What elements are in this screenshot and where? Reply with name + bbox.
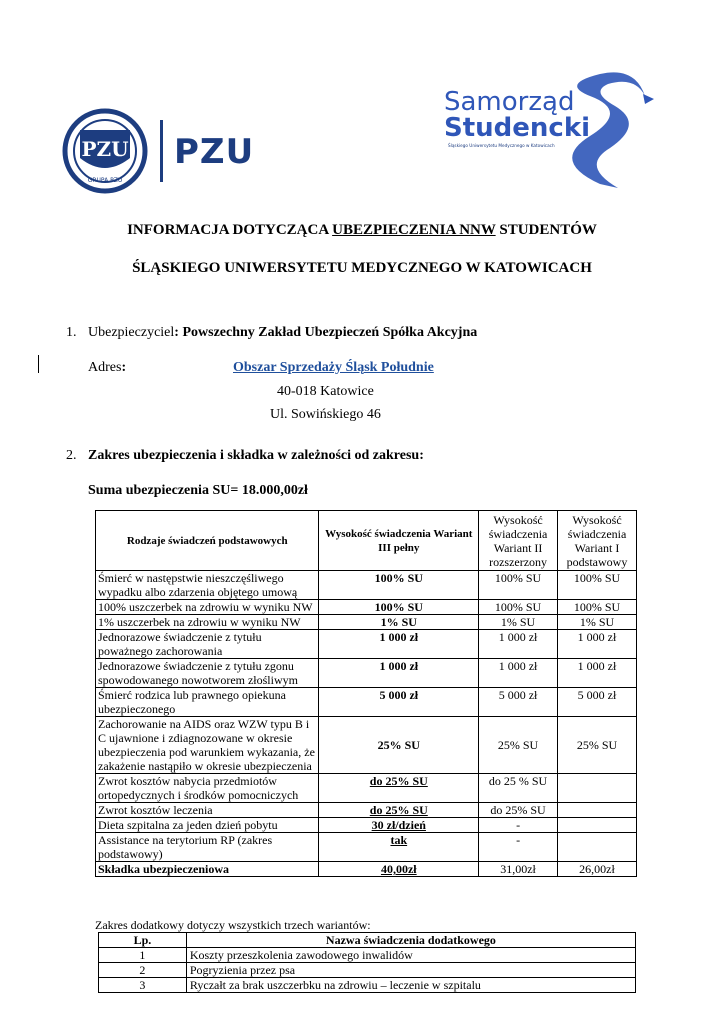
benefit-name: Zwrot kosztów leczenia bbox=[96, 803, 319, 818]
benefits-table bbox=[95, 510, 637, 877]
extra-lp: 3 bbox=[99, 978, 187, 993]
extra-name: Ryczałt za brak uszczerbku na zdrowiu – leczenie w szpitalu bbox=[186, 978, 635, 993]
variant-2-value: 100% SU bbox=[479, 600, 558, 615]
variant-1-value: 5 000 zł bbox=[558, 688, 637, 717]
premium-label: Składka ubezpieczeniowa bbox=[96, 862, 319, 877]
benefit-name: Dieta szpitalna za jeden dzień pobytu bbox=[96, 818, 319, 833]
header-benefit-type: Rodzaje świadczeń podstawowych bbox=[96, 511, 319, 571]
benefit-name: Śmierć w następstwie nieszczęśliwego wypadku albo zdarzenia objętego umową bbox=[96, 571, 319, 600]
pzu-logo-divider bbox=[160, 120, 163, 182]
pzu-emblem-text: PZU bbox=[81, 137, 129, 161]
header-variant-3: Wysokość świadczenia Wariant III pełny bbox=[319, 511, 479, 571]
table-row bbox=[96, 688, 637, 717]
pzu-emblem-ring-text: GRUPA PZU bbox=[87, 177, 123, 184]
variant-3-value: 30 zł/dzień bbox=[319, 818, 479, 833]
variant-1-value: 1% SU bbox=[558, 615, 637, 630]
variant-2-value: 1 000 zł bbox=[479, 659, 558, 688]
samorzad-line1: Samorząd bbox=[444, 87, 575, 117]
variant-2-value: - bbox=[479, 818, 558, 833]
benefit-name: Jednorazowe świadczenie z tytułu poważnego zachorowania bbox=[96, 630, 319, 659]
variant-1-value bbox=[558, 803, 637, 818]
section1-number: 1. bbox=[66, 325, 77, 340]
variant-2-value: 5 000 zł bbox=[479, 688, 558, 717]
variant-1-value: 1 000 zł bbox=[558, 659, 637, 688]
variant-1-value bbox=[558, 818, 637, 833]
extra-benefits-table bbox=[98, 932, 636, 993]
table-row bbox=[96, 571, 637, 600]
title-line1-post: STUDENTÓW bbox=[495, 222, 597, 238]
address-label: Adres bbox=[88, 360, 122, 375]
variant-2-value: 1 000 zł bbox=[479, 630, 558, 659]
table-row bbox=[99, 948, 636, 963]
variant-3-value: 100% SU bbox=[319, 571, 479, 600]
premium-variant-1: 26,00zł bbox=[558, 862, 637, 877]
variant-1-value: 25% SU bbox=[558, 717, 637, 774]
benefit-name: Śmierć rodzica lub prawnego opiekuna ubezpieczonego bbox=[96, 688, 319, 717]
extra-lp: 2 bbox=[99, 963, 187, 978]
variant-2-value: 100% SU bbox=[479, 571, 558, 600]
samorzad-subtitle: Śląskiego Uniwersytetu Medycznego w Katowicach bbox=[448, 143, 555, 148]
header-extra-name: Nazwa świadczenia dodatkowego bbox=[186, 933, 635, 948]
variant-3-value: tak bbox=[319, 833, 479, 862]
variant-3-value: 5 000 zł bbox=[319, 688, 479, 717]
table-row bbox=[96, 659, 637, 688]
document-title-line1 bbox=[0, 222, 724, 239]
variant-3-value: do 25% SU bbox=[319, 774, 479, 803]
variant-3-value: 100% SU bbox=[319, 600, 479, 615]
title-line1-underlined: UBEZPIECZENIA NNW bbox=[332, 222, 496, 238]
variant-1-value: 1 000 zł bbox=[558, 630, 637, 659]
text-cursor-marker bbox=[38, 355, 39, 373]
benefits-header-row bbox=[96, 511, 637, 571]
variant-1-value: 100% SU bbox=[558, 600, 637, 615]
table-row bbox=[96, 630, 637, 659]
table-row bbox=[96, 803, 637, 818]
benefit-name: Jednorazowe świadczenie z tytułu zgonu spowodowanego nowotworem złośliwym bbox=[96, 659, 319, 688]
address-label-wrap bbox=[88, 360, 126, 376]
insurer-label: Ubezpieczyciel bbox=[88, 325, 175, 340]
section2-heading: Zakres ubezpieczenia i składka w zależności od zakresu: bbox=[88, 448, 424, 463]
variant-2-value: - bbox=[479, 833, 558, 862]
premium-variant-2: 31,00zł bbox=[479, 862, 558, 877]
premium-variant-3: 40,00zł bbox=[319, 862, 479, 877]
table-row bbox=[96, 615, 637, 630]
extra-name: Koszty przeszkolenia zawodowego inwalidów bbox=[186, 948, 635, 963]
table-row bbox=[99, 978, 636, 993]
variant-1-value: 100% SU bbox=[558, 571, 637, 600]
extra-name: Pogryzienia przez psa bbox=[186, 963, 635, 978]
section2-number: 2. bbox=[66, 448, 77, 463]
title-line1-pre: INFORMACJA DOTYCZĄCA bbox=[127, 222, 333, 238]
benefit-name: 1% uszczerbek na zdrowiu w wyniku NW bbox=[96, 615, 319, 630]
benefit-name: Zachorowanie na AIDS oraz WZW typu B i C ujawnione i zdiagnozowane w okresie ubezpieczenia pod warunkiem wykazania, że zakażenie nastąpiło w okresie ubezpieczenia bbox=[96, 717, 319, 774]
variant-2-value: 1% SU bbox=[479, 615, 558, 630]
variant-3-value: 1 000 zł bbox=[319, 630, 479, 659]
samorzad-line2: Studencki bbox=[444, 113, 591, 143]
table-row bbox=[96, 774, 637, 803]
variant-2-value: do 25% SU bbox=[479, 803, 558, 818]
variant-1-value bbox=[558, 774, 637, 803]
header-variant-1: Wysokość świadczenia Wariant I podstawowy bbox=[558, 511, 637, 571]
benefit-name: Assistance na terytorium RP (zakres podstawowy) bbox=[96, 833, 319, 862]
variant-3-value: 25% SU bbox=[319, 717, 479, 774]
table-row bbox=[99, 963, 636, 978]
pzu-wordmark: PZU bbox=[174, 132, 255, 172]
table-row bbox=[96, 818, 637, 833]
address-street: Ul. Sowińskiego 46 bbox=[270, 407, 381, 422]
extra-scope-caption: Zakres dodatkowy dotyczy wszystkich trzech wariantów: bbox=[95, 918, 371, 932]
variant-3-value: do 25% SU bbox=[319, 803, 479, 818]
variant-3-value: 1% SU bbox=[319, 615, 479, 630]
samorzad-studencki-logo bbox=[440, 66, 660, 196]
benefit-name: 100% uszczerbek na zdrowiu w wyniku NW bbox=[96, 600, 319, 615]
extra-header-row bbox=[99, 933, 636, 948]
address-colon: : bbox=[121, 360, 127, 375]
table-row bbox=[96, 833, 637, 862]
variant-3-value: 1 000 zł bbox=[319, 659, 479, 688]
premium-row bbox=[96, 862, 637, 877]
benefit-name: Zwrot kosztów nabycia przedmiotów ortopedycznych i środków pomocniczych bbox=[96, 774, 319, 803]
document-title-line2: ŚLĄSKIEGO UNIWERSYTETU MEDYCZNEGO W KATOWICACH bbox=[132, 260, 592, 276]
extra-lp: 1 bbox=[99, 948, 187, 963]
address-postal: 40-018 Katowice bbox=[277, 384, 374, 399]
insurer-name: Powszechny Zakład Ubezpieczeń Spółka Akcyjna bbox=[182, 325, 478, 340]
header-lp: Lp. bbox=[99, 933, 187, 948]
sum-insured: Suma ubezpieczenia SU= 18.000,00zł bbox=[88, 483, 308, 498]
variant-2-value: do 25 % SU bbox=[479, 774, 558, 803]
address-link[interactable]: Obszar Sprzedaży Śląsk Południe bbox=[233, 360, 434, 375]
header-variant-2: Wysokość świadczenia Wariant II rozszerzony bbox=[479, 511, 558, 571]
variant-2-value: 25% SU bbox=[479, 717, 558, 774]
table-row bbox=[96, 600, 637, 615]
section1-insurer bbox=[88, 325, 477, 341]
variant-1-value bbox=[558, 833, 637, 862]
insurer-colon: : bbox=[174, 325, 179, 340]
table-row bbox=[96, 717, 637, 774]
